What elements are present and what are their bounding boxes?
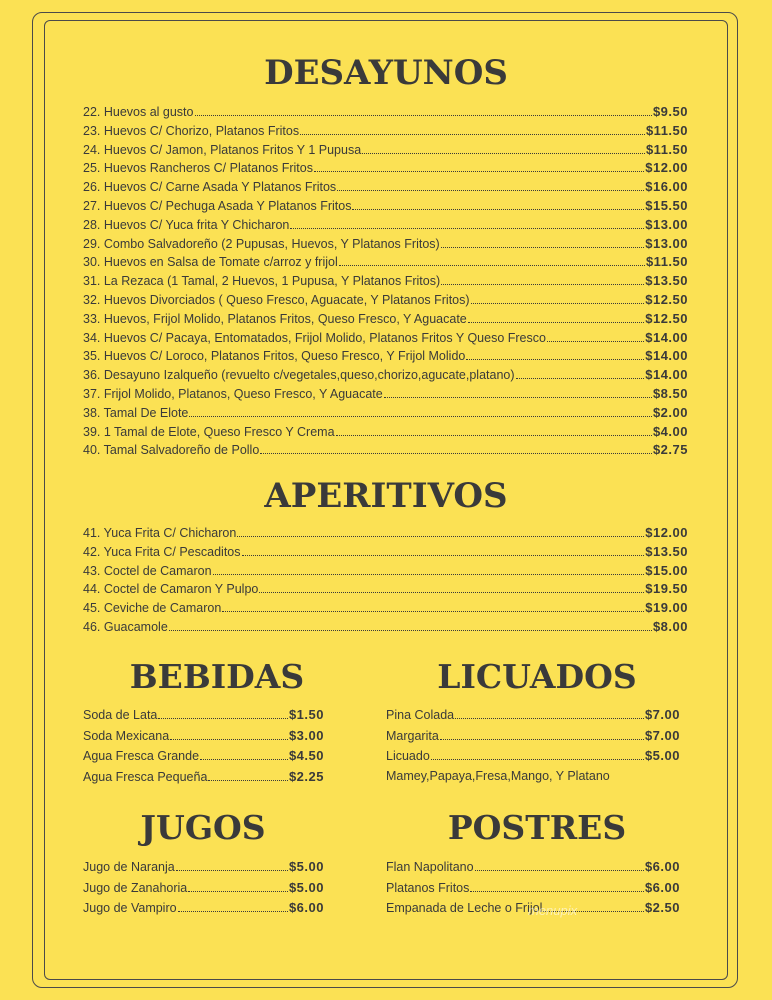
menu-item-name: Empanada de Leche o Frijol	[386, 901, 543, 916]
menu-item	[83, 424, 688, 443]
dot-leader	[170, 730, 288, 740]
dot-leader	[547, 332, 644, 342]
menu-item	[83, 179, 688, 198]
menu-item-name: 38. Tamal De Elote	[83, 405, 189, 420]
desayunos-list	[83, 104, 688, 461]
menu-item-name: 34. Huevos C/ Pacaya, Entomatados, Frijol Molido, Platanos Fritos Y Queso Fresco	[83, 330, 546, 345]
menu-item-name: 27. Huevos C/ Pechuga Asada Y Platanos Fritos	[83, 198, 352, 213]
menu-item-price: $5.00	[288, 859, 324, 874]
menu-item-name: Pina Colada	[386, 708, 455, 722]
menu-item-price: $2.50	[644, 900, 680, 916]
menu-item-price: $14.00	[645, 329, 688, 345]
dot-leader	[260, 444, 652, 454]
menu-item-name: 31. La Rezaca (1 Tamal, 2 Huevos, 1 Pupusa, Y Platanos Fritos)	[83, 274, 441, 289]
menu-item-name: 40. Tamal Salvadoreño de Pollo	[83, 443, 260, 458]
menu-item-price: $11.50	[645, 254, 688, 270]
menu-item-price: $2.00	[652, 404, 688, 420]
menu-item-price: $1.50	[288, 707, 324, 722]
menu-item-price: $6.00	[644, 859, 680, 874]
menu-item	[83, 198, 688, 217]
menu-item	[83, 367, 688, 386]
menu-item	[386, 880, 680, 901]
menu-item-name: 26. Huevos C/ Carne Asada Y Platanos Fritos	[83, 180, 337, 195]
menu-item	[83, 442, 688, 461]
menu-item	[83, 600, 688, 619]
dot-leader	[169, 621, 652, 631]
menu-item	[83, 254, 688, 273]
menu-item-price: $6.00	[644, 879, 680, 895]
dot-leader	[237, 527, 644, 537]
menu-item-name: 22. Huevos al gusto	[83, 105, 194, 119]
dot-leader	[242, 546, 645, 556]
menu-item	[386, 859, 680, 880]
menu-item-name: 43. Coctel de Camaron	[83, 563, 212, 578]
menu-item-price: $2.25	[288, 768, 324, 784]
dot-leader	[188, 882, 288, 892]
dot-leader	[441, 275, 644, 285]
menu-item-name: 29. Combo Salvadoreño (2 Pupusas, Huevos, Y Platanos Fritos)	[83, 236, 440, 251]
jugos-heading: JUGOS	[140, 808, 266, 847]
dot-leader	[440, 730, 644, 740]
menu-item-name: 25. Huevos Rancheros C/ Platanos Fritos	[83, 161, 313, 176]
menu-item	[83, 104, 688, 123]
menu-item-name: 30. Huevos en Salsa de Tomate c/arroz y frijol	[83, 255, 338, 270]
menu-item-name: Margarita	[386, 728, 439, 743]
menu-item	[83, 748, 324, 769]
menu-item-name: Jugo de Vampiro	[83, 901, 177, 916]
menu-item	[83, 160, 688, 179]
menu-item-price: $9.50	[652, 104, 688, 119]
menu-item	[83, 330, 688, 349]
menu-item	[83, 563, 688, 582]
dot-leader	[431, 750, 644, 760]
menu-item	[83, 880, 324, 901]
menu-item-price: $13.50	[645, 273, 688, 289]
menu-item-price: $6.00	[288, 900, 324, 916]
menu-item	[83, 900, 324, 921]
menu-item-name: 32. Huevos Divorciados ( Queso Fresco, Aguacate, Y Platanos Fritos)	[83, 292, 470, 307]
menu-item	[83, 217, 688, 236]
dot-leader	[455, 709, 644, 719]
dot-leader	[470, 882, 644, 892]
menu-item-name: 35. Huevos C/ Loroco, Platanos Fritos, Queso Fresco, Y Frijol Molido	[83, 349, 466, 364]
menu-item	[83, 311, 688, 330]
menu-item-price: $13.00	[645, 235, 688, 251]
licuados-list	[386, 707, 680, 769]
menu-item-price: $4.50	[288, 748, 324, 764]
aperitivos-list	[83, 525, 688, 638]
menu-item-price: $8.50	[652, 385, 688, 401]
menu-item	[83, 348, 688, 367]
menu-item-name: 28. Huevos C/ Yuca frita Y Chicharon	[83, 217, 290, 232]
menu-item	[83, 859, 324, 880]
watermark: menupix	[528, 903, 578, 918]
menu-item-name: 37. Frijol Molido, Platanos, Queso Fresco, Y Aguacate	[83, 386, 383, 401]
menu-item-name: Platanos Fritos	[386, 880, 470, 895]
dot-leader	[352, 200, 644, 210]
menu-item-price: $11.50	[645, 141, 688, 157]
menu-item-name: Jugo de Zanahoria	[83, 880, 188, 895]
menu-item	[386, 728, 680, 749]
menu-item-name: Soda Mexicana	[83, 728, 170, 743]
dot-leader	[362, 144, 645, 154]
menu-item	[83, 405, 688, 424]
menu-item-name: Soda de Lata	[83, 708, 158, 722]
menu-item-price: $12.50	[645, 291, 688, 307]
postres-heading: POSTRES	[447, 808, 627, 847]
menu-item-price: $12.00	[645, 160, 688, 176]
menu-item	[83, 236, 688, 255]
menu-item-price: $16.00	[645, 179, 688, 195]
menu-item-price: $5.00	[644, 748, 680, 764]
menu-item-price: $12.50	[645, 310, 688, 326]
menu-item-price: $7.00	[644, 727, 680, 743]
aperitivos-heading: APERITIVOS	[264, 476, 508, 516]
menu-item-price: $11.50	[645, 122, 688, 138]
menu-item-name: Agua Fresca Pequeña	[83, 769, 208, 784]
menu-item-price: $8.00	[652, 618, 688, 634]
menu-item-price: $14.00	[645, 367, 688, 383]
menu-item-price: $7.00	[644, 707, 680, 722]
dot-leader	[158, 709, 288, 719]
dot-leader	[208, 771, 288, 781]
menu-item-price: $2.75	[652, 442, 688, 458]
menu-item-name: 24. Huevos C/ Jamon, Platanos Fritos Y 1 Pupusa	[83, 142, 362, 157]
menu-item	[83, 707, 324, 728]
menu-item	[83, 292, 688, 311]
menu-item	[83, 273, 688, 292]
menu-item-name: 42. Yuca Frita C/ Pescaditos	[83, 544, 241, 559]
menu-item-name: 36. Desayuno Izalqueño (revuelto c/vegetales,queso,chorizo,agucate,platano)	[83, 368, 515, 383]
dot-leader	[384, 388, 652, 398]
menu-item-name: Agua Fresca Grande	[83, 749, 200, 764]
dot-leader	[200, 750, 288, 760]
dot-leader	[178, 902, 288, 912]
bebidas-heading: BEBIDAS	[129, 657, 305, 696]
dot-leader	[314, 162, 644, 172]
dot-leader	[466, 350, 644, 360]
dot-leader	[475, 861, 644, 871]
dot-leader	[471, 294, 645, 304]
dot-leader	[468, 313, 644, 323]
menu-item-price: $19.00	[645, 600, 688, 616]
menu-item	[83, 728, 324, 749]
bebidas-list	[83, 707, 324, 789]
menu-item-name: 46. Guacamole	[83, 619, 168, 634]
dot-leader	[516, 369, 645, 379]
dot-leader	[259, 583, 644, 593]
desayunos-heading: DESAYUNOS	[264, 53, 508, 93]
jugos-list	[83, 859, 324, 921]
menu-item-name: 45. Ceviche de Camaron	[83, 601, 222, 616]
menu-item	[83, 525, 688, 544]
dot-leader	[441, 238, 645, 248]
licuados-heading: LICUADOS	[437, 657, 637, 696]
dot-leader	[176, 861, 288, 871]
menu-item-name: 33. Huevos, Frijol Molido, Platanos Fritos, Queso Fresco, Y Aguacate	[83, 311, 467, 326]
menu-item-price: $15.50	[645, 197, 688, 213]
dot-leader	[290, 219, 644, 229]
licuados-flavors-note: Mamey,Papaya,Fresa,Mango, Y Platano	[386, 769, 610, 783]
menu-item	[83, 769, 324, 790]
menu-item-price: $14.00	[645, 348, 688, 364]
menu-item	[83, 581, 688, 600]
menu-item	[83, 386, 688, 405]
menu-item-price: $15.00	[645, 562, 688, 578]
menu-item-name: Licuado	[386, 749, 430, 764]
menu-item	[83, 142, 688, 161]
menu-item-name: 23. Huevos C/ Chorizo, Platanos Fritos	[83, 123, 300, 138]
menu-item	[386, 748, 680, 769]
menu-item-price: $4.00	[652, 423, 688, 439]
menu-item	[83, 544, 688, 563]
menu-item-price: $13.50	[645, 543, 688, 559]
menu-item-price: $5.00	[288, 879, 324, 895]
menu-item-price: $13.00	[645, 216, 688, 232]
dot-leader	[195, 106, 652, 116]
dot-leader	[222, 602, 644, 612]
dot-leader	[300, 125, 645, 135]
dot-leader	[336, 426, 652, 436]
menu-item	[83, 123, 688, 142]
menu-item-price: $3.00	[288, 727, 324, 743]
menu-item-price: $12.00	[645, 525, 688, 540]
menu-item-price: $19.50	[645, 581, 688, 597]
dot-leader	[337, 181, 644, 191]
menu-item-name: 44. Coctel de Camaron Y Pulpo	[83, 582, 259, 597]
menu-item	[386, 707, 680, 728]
dot-leader	[189, 407, 652, 417]
dot-leader	[213, 565, 645, 575]
menu-item	[83, 619, 688, 638]
menu-item-name: Jugo de Naranja	[83, 860, 175, 874]
dot-leader	[339, 256, 645, 266]
menu-item-name: 41. Yuca Frita C/ Chicharon	[83, 526, 237, 540]
menu-item-name: Flan Napolitano	[386, 860, 474, 874]
menu-item-name: 39. 1 Tamal de Elote, Queso Fresco Y Crema	[83, 424, 335, 439]
